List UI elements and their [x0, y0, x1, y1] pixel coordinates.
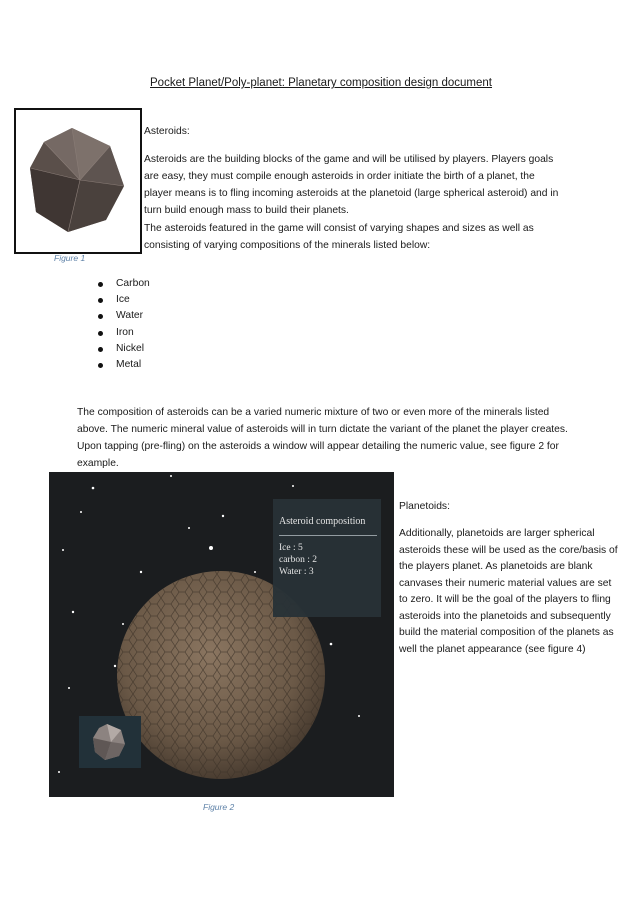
- composition-row: Water : 3: [279, 567, 314, 577]
- planetoids-heading: Planetoids:: [399, 501, 450, 512]
- list-item: Ice: [92, 292, 150, 308]
- bullet-icon: [98, 347, 103, 352]
- composition-row: carbon : 2: [279, 555, 317, 565]
- composition-row: Ice : 5: [279, 543, 303, 553]
- document-title: Pocket Planet/Poly-planet: Planetary composition design document: [150, 77, 493, 89]
- asteroids-heading: Asteroids:: [144, 126, 190, 137]
- small-asteroid-icon: [79, 716, 141, 768]
- panel-divider: [279, 535, 377, 536]
- bullet-icon: [98, 298, 103, 303]
- figure-2-game-screenshot: [49, 472, 394, 797]
- selected-asteroid-thumbnail: [79, 716, 141, 768]
- bullet-icon: [98, 363, 103, 368]
- list-item: Water: [92, 308, 150, 324]
- minerals-list: [92, 276, 150, 373]
- composition-values: [279, 542, 317, 578]
- asteroids-paragraph-1: Asteroids are the building blocks of the game and will be utilised by players. Players goals are easy, they must compile enough asteroids in order initiate the birth of a planet, the player means is to fling incoming asteroids at the planetoid (large spherical asteroid) and in turn build enough mass to build their planets.: [144, 154, 559, 216]
- list-item: Iron: [92, 325, 150, 341]
- panel-title: Asteroid composition: [279, 516, 366, 527]
- bullet-icon: [98, 331, 103, 336]
- list-item: Nickel: [92, 341, 150, 357]
- asteroids-paragraph-2: The asteroids featured in the game will consist of varying shapes and sizes as well as consisting of varying compositions of the minerals listed below:: [144, 223, 534, 251]
- bullet-icon: [98, 314, 103, 319]
- planetoids-paragraph: Additionally, planetoids are larger spherical asteroids these will be used as the core/basis of the players planet. As planetoids are blank canvases their numeric material values are set to zero. It will be the goal of the players to fling asteroids into the planetoids and subsequently build the material composition of the planets as well the planet appearance (see figure 4): [399, 528, 618, 655]
- asteroid-composition-panel: [273, 499, 381, 617]
- bullet-icon: [98, 282, 103, 287]
- figure-1-image: [14, 108, 142, 254]
- figure-1-caption: Figure 1: [54, 253, 86, 263]
- figure-2-caption: Figure 2: [203, 802, 235, 812]
- list-item: Metal: [92, 357, 150, 373]
- composition-paragraph: The composition of asteroids can be a varied numeric mixture of two or even more of the minerals listed above. The numeric mineral value of asteroids will in turn dictate the variant of the planet the player creates. Upon tapping (pre-fling) on the asteroids a window will appear detailing the numeric value, see figure 2 for example.: [77, 407, 568, 469]
- list-item: Carbon: [92, 276, 150, 292]
- icosahedron-asteroid-icon: [22, 116, 130, 242]
